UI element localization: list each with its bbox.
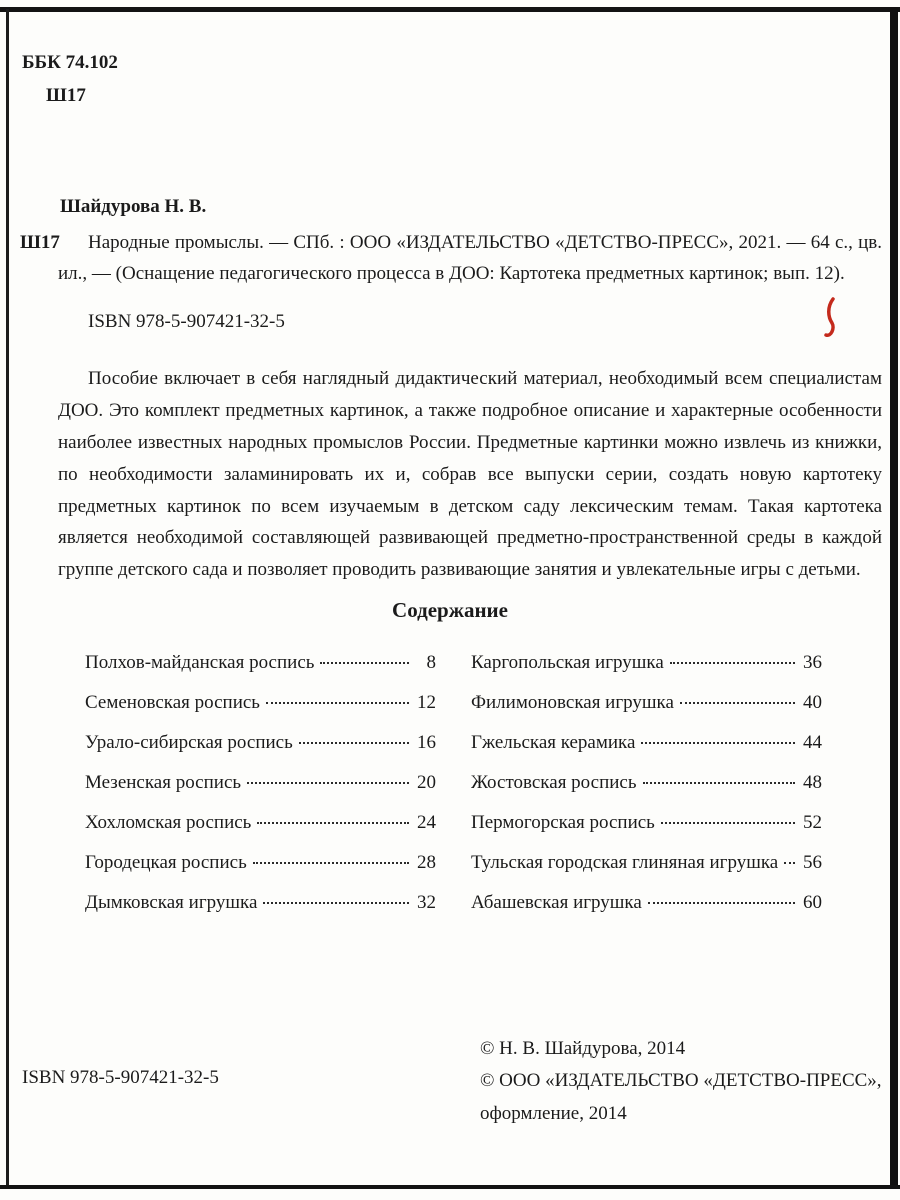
copyright-block [480, 1033, 900, 1130]
toc-entry-title: Пермогорская роспись [471, 812, 655, 833]
toc-dot-leader [643, 782, 795, 784]
toc-entry [85, 732, 436, 772]
toc-entry [471, 812, 822, 852]
toc-entry-title: Тульская городская глиняная игрушка [471, 852, 779, 873]
author-name: Шайдурова Н. В. [60, 196, 207, 217]
toc-page-number: 8 [426, 652, 436, 673]
toc-dot-leader [784, 862, 795, 864]
toc-dot-leader [263, 902, 409, 904]
biblio-text: Народные промыслы. — СПб. : ООО «ИЗДАТЕЛЬСТВО «ДЕТСТВО-ПРЕСС», 2021. — 64 с., цв. ил., — (Оснащение педагогического процесса в ДОО: Картотека предметных картинок; вып. 12). [58, 232, 882, 284]
toc-entry-title: Хохломская роспись [85, 812, 252, 833]
red-pen-mark [818, 295, 844, 343]
toc-dot-leader [266, 702, 409, 704]
toc-entry [471, 732, 822, 772]
toc-column-right [471, 652, 822, 932]
toc-entry-title: Каргопольская игрушка [471, 652, 664, 673]
toc-entry [85, 692, 436, 732]
toc-dot-leader [257, 822, 409, 824]
bibliographic-record [20, 228, 882, 290]
copyright-author: © Н. В. Шайдурова, 2014 [480, 1038, 686, 1059]
toc-dot-leader [648, 902, 795, 904]
bbk-classification [22, 52, 118, 108]
toc-entry [85, 892, 436, 932]
annotation-paragraph: Пособие включает в себя наглядный дидактический материал, необходимый всем специалистам ДОО. Это комплект предметных картинок, а также подробное описание и характерные особенности наиболее известных народных промыслов России. Предметные картинки можно извлечь из книжки, по необходимости заламинировать их и, собрав все выпуски серии, создать новую картотеку предметных картинок по всем изучаемым в детском саду лексическим темам. Такая картотека является необходимой составляющей развивающей предметно-пространственной среды в каждой группе детского сада и позволяет проводить развивающие занятия и увлекательные игры с детьми. [58, 367, 882, 581]
toc-entry-title: Семеновская роспись [85, 692, 260, 713]
isbn-top: ISBN 978-5-907421-32-5 [88, 310, 285, 332]
toc-entry [471, 772, 822, 812]
toc-entry [85, 812, 436, 852]
toc-page-number: 12 [417, 692, 436, 713]
toc-entry-title: Дымковская игрушка [85, 892, 258, 913]
toc-dot-leader [661, 822, 795, 824]
toc-dot-leader [247, 782, 409, 784]
toc-page-number: 24 [417, 812, 436, 833]
toc-entry [85, 852, 436, 892]
copyright-publisher: © ООО «ИЗДАТЕЛЬСТВО «ДЕТСТВО-ПРЕСС», оформление, 2014 [480, 1070, 882, 1124]
toc-entry [471, 652, 822, 692]
toc-page-number: 40 [803, 692, 822, 713]
toc-entry-title: Абашевская игрушка [471, 892, 642, 913]
toc-dot-leader [320, 662, 409, 664]
toc-entry-title: Полхов-майданская роспись [85, 652, 315, 673]
bbk-author-code: Ш17 [46, 84, 86, 106]
toc-dot-leader [253, 862, 409, 864]
toc-dot-leader [680, 702, 795, 704]
imprint-content [20, 228, 882, 586]
toc-column-left [85, 652, 436, 932]
isbn-bottom: ISBN 978-5-907421-32-5 [22, 1067, 219, 1088]
scan-border-top [0, 7, 900, 12]
toc-dot-leader [670, 662, 795, 664]
biblio-code-label: Ш17 [20, 232, 60, 253]
toc-dot-leader [299, 742, 409, 744]
bbk-number: ББК 74.102 [22, 52, 118, 73]
toc-entry-title: Городецкая роспись [85, 852, 247, 873]
toc-entry-title: Урало-сибирская роспись [85, 732, 293, 753]
toc-page-number: 56 [803, 852, 822, 873]
toc-page-number: 48 [803, 772, 822, 793]
toc-entry [85, 772, 436, 812]
toc-heading: Содержание [392, 598, 508, 622]
scan-border-bottom [0, 1185, 900, 1189]
toc-page-number: 20 [417, 772, 436, 793]
toc-page-number: 32 [417, 892, 436, 913]
toc-entry [471, 852, 822, 892]
toc-page-number: 52 [803, 812, 822, 833]
toc-page-number: 28 [417, 852, 436, 873]
toc-dot-leader [641, 742, 795, 744]
table-of-contents [85, 652, 822, 932]
toc-entry-title: Гжельская керамика [471, 732, 636, 753]
toc-page-number: 16 [417, 732, 436, 753]
toc-entry-title: Мезенская роспись [85, 772, 242, 793]
toc-page-number: 36 [803, 652, 822, 673]
toc-entry-title: Жостовская роспись [471, 772, 637, 793]
toc-entry [85, 652, 436, 692]
toc-entry [471, 692, 822, 732]
toc-entry [471, 892, 822, 932]
toc-page-number: 44 [803, 732, 822, 753]
toc-entry-title: Филимоновская игрушка [471, 692, 674, 713]
toc-page-number: 60 [803, 892, 822, 913]
